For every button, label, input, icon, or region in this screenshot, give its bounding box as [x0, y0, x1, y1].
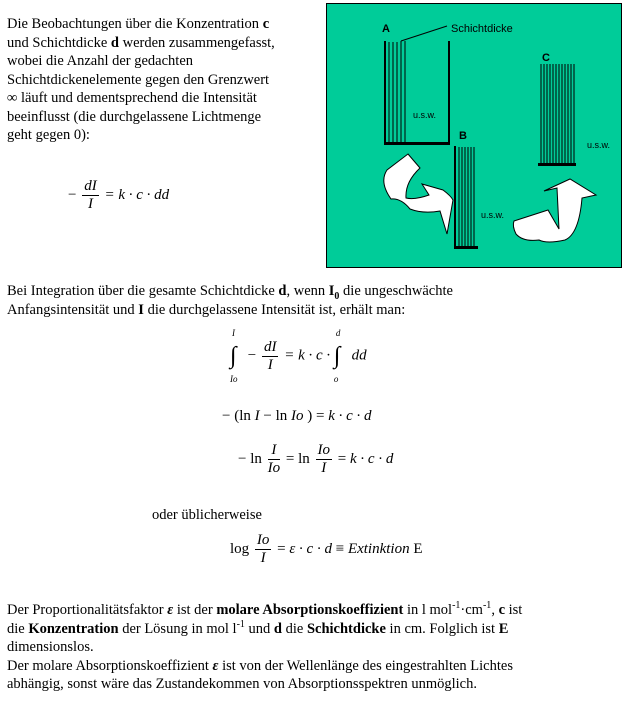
paragraph-line — [7, 620, 522, 639]
symbol-d: d — [278, 283, 287, 299]
intro-line — [7, 34, 275, 53]
superscript: -1 — [236, 618, 245, 630]
text: ist der — [173, 602, 217, 618]
symbol-c: c — [262, 16, 270, 32]
equation-ln-ratio — [238, 442, 393, 477]
text: Anfangsintensität und — [7, 301, 139, 318]
paragraph-line — [7, 601, 522, 620]
equation-rhs: = k · c · dd — [104, 186, 170, 203]
text: in l mol — [403, 602, 453, 618]
superscript: -1 — [452, 600, 461, 612]
intro-line — [7, 108, 275, 127]
paragraph-line — [7, 282, 453, 301]
text: ist von der Wellenlänge des eingestrahlten Lichtes — [218, 657, 513, 674]
fraction — [262, 339, 279, 374]
text: wobei die Anzahl der gedachten — [7, 53, 194, 69]
container-a-left-wall — [384, 41, 386, 144]
text: = — [337, 450, 347, 467]
text: ) = — [303, 408, 329, 424]
superscript: -1 — [482, 600, 492, 612]
term-schichtdicke: Schichtdicke — [306, 620, 386, 637]
integral-sign — [230, 328, 244, 384]
label-schichtdicke: Schichtdicke — [451, 23, 513, 35]
denominator: I — [260, 550, 266, 566]
label-a: A — [382, 23, 390, 35]
label-usw-c: u.s.w. — [587, 140, 611, 150]
numerator: Io — [317, 442, 331, 458]
symbol-epsilon: ε — [167, 602, 174, 618]
label-usw-b: u.s.w. — [481, 210, 505, 220]
equation-ln-difference — [222, 408, 372, 425]
paragraph-line — [7, 638, 522, 657]
lower-limit: o — [333, 374, 339, 384]
symbol-d: d — [110, 34, 119, 51]
minus-sign: − — [247, 347, 257, 364]
curved-arrow-icon — [384, 154, 453, 234]
text: , — [491, 602, 499, 618]
equation-rhs: ε · c · d — [289, 540, 332, 557]
text: = ln — [285, 450, 310, 467]
equation-extinction — [230, 532, 423, 567]
intro-line — [7, 126, 275, 145]
lower-limit: Io — [230, 374, 238, 384]
intro-line — [7, 52, 275, 71]
conclusion-paragraph — [7, 601, 522, 694]
upper-limit: I — [232, 328, 235, 338]
text: ·cm — [460, 602, 483, 618]
symbol-epsilon: ε — [212, 657, 219, 674]
text: Der molare Absorptionskoeffizient — [7, 657, 213, 674]
text: , wenn — [286, 283, 329, 299]
numerator: dI — [263, 338, 277, 355]
numerator: dI — [84, 178, 97, 194]
text: der Lösung in mol l — [118, 620, 237, 637]
oder-text: oder üblicherweise — [152, 507, 262, 523]
denominator: I — [267, 356, 273, 373]
integral-sign — [333, 328, 348, 384]
symbol-e: E — [498, 620, 509, 637]
text: in cm. Folglich ist — [385, 620, 499, 637]
text: abhängig, sonst wäre das Zustandekommen von Absorptionsspektren unmöglich. — [7, 676, 477, 692]
text: geht gegen 0): — [7, 127, 90, 143]
text: die — [282, 620, 307, 637]
denominator: Io — [267, 460, 281, 476]
intro-line — [7, 89, 275, 108]
intro-line — [7, 71, 275, 90]
label-b: B — [459, 130, 467, 142]
denominator: I — [87, 196, 93, 212]
container-a-right-wall — [448, 41, 450, 145]
symbol-d: d — [273, 620, 282, 637]
symbol-c: c — [498, 602, 505, 618]
text: Schichtdickenelemente gegen den Grenzwert — [7, 71, 270, 88]
paragraph-line — [7, 657, 522, 676]
numerator: I — [268, 442, 281, 460]
equals-sign: = — [277, 540, 286, 557]
denominator: I — [321, 460, 327, 476]
symbol-e: E — [413, 540, 423, 557]
term-molar-absorption: molare Absorptionskoeffizient — [216, 602, 404, 618]
container-a-bottom — [384, 142, 449, 145]
paragraph-line — [7, 301, 453, 320]
text: − (ln — [222, 408, 255, 424]
text: Bei Integration über die gesamte Schichtdicke — [7, 283, 279, 299]
intro-line — [7, 15, 275, 34]
equiv-sign: ≡ — [335, 540, 345, 557]
paragraph-line — [7, 675, 522, 694]
equation-rhs: k · c · d — [328, 408, 372, 424]
text: beeinflusst (die durchgelassene Lichtmenge — [7, 108, 262, 125]
schichtdicke-pointer — [401, 26, 447, 41]
fraction — [316, 442, 333, 477]
fraction — [255, 532, 272, 567]
term-konzentration: Konzentration — [28, 620, 119, 637]
integral-symbol: ∫ — [230, 343, 237, 369]
text: Die Beobachtungen über die Konzentration — [7, 16, 263, 32]
upper-limit: d — [335, 328, 341, 338]
equation-middle: = k · c · — [284, 347, 331, 364]
text: und — [244, 620, 274, 637]
container-c — [538, 64, 576, 166]
fraction — [82, 178, 99, 213]
text: läuft und dementsprechend die Intensität — [17, 90, 257, 106]
integration-paragraph — [7, 282, 453, 319]
intro-paragraph — [7, 15, 275, 145]
text: werden zusammengefasst, — [118, 34, 275, 51]
container-b — [454, 146, 478, 249]
equation-integral — [230, 328, 367, 384]
text: die — [7, 620, 29, 637]
equation-end: dd — [351, 347, 367, 364]
symbol-i: I — [138, 301, 144, 318]
text: − ln — [259, 408, 292, 424]
container-b-left-wall — [454, 146, 456, 248]
variable: I — [254, 408, 260, 424]
diagram-svg — [327, 4, 621, 267]
fraction — [268, 442, 281, 477]
symbol-i0: I — [328, 283, 335, 299]
variable: Io — [291, 408, 304, 424]
subscript: 0 — [334, 290, 340, 302]
label-c: C — [542, 52, 550, 64]
text: die ungeschwächte — [339, 283, 453, 299]
container-a — [384, 26, 450, 145]
equation-differential — [68, 178, 169, 213]
text: − ln — [238, 450, 262, 467]
text: ist — [505, 602, 523, 618]
equation-rhs: k · c · d — [350, 450, 394, 467]
minus-sign: − — [68, 186, 77, 203]
text: und Schichtdicke — [7, 34, 111, 51]
label-usw-a: u.s.w. — [413, 110, 437, 120]
curved-arrow-icon — [513, 179, 596, 242]
text: Der Proportionalitätsfaktor — [7, 602, 168, 618]
text: dimensionslos. — [7, 639, 94, 655]
numerator: Io — [256, 532, 270, 548]
infinity-symbol: ∞ — [7, 90, 18, 106]
log-text: log — [230, 540, 250, 557]
extinktion-text: Extinktion — [347, 540, 410, 557]
schichtdicke-diagram — [326, 3, 622, 268]
integral-symbol: ∫ — [333, 343, 341, 369]
text: die durchgelassene Intensität ist, erhält man: — [143, 301, 406, 318]
